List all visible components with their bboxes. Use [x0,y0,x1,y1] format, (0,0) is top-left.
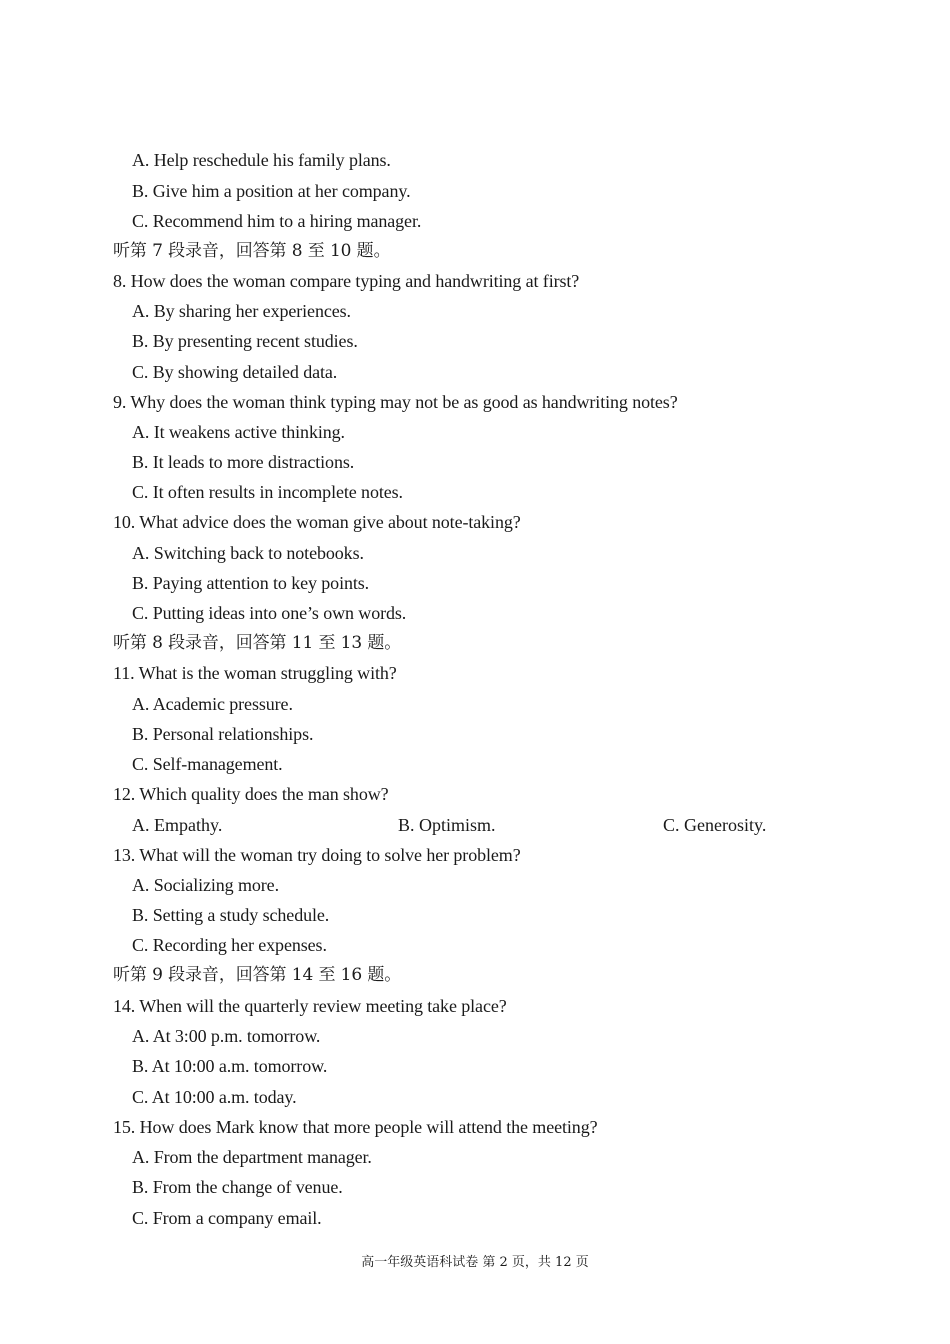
option-10b: B. Paying attention to key points. [132,573,370,593]
option-12a: A. Empathy. [132,815,223,835]
option-9c: C. It often results in incomplete notes. [132,482,403,502]
option-15b: B. From the change of venue. [132,1177,343,1197]
section-header-9: 听第 9 段录音，回答第 14 至 16 题。 [113,965,402,985]
option-7a: A. Help reschedule his family plans. [132,150,391,170]
section-header-7: 听第 7 段录音，回答第 8 至 10 题。 [113,241,391,261]
option-8a: A. By sharing her experiences. [132,301,351,321]
option-13b: B. Setting a study schedule. [132,905,330,925]
option-13c: C. Recording her expenses. [132,935,327,955]
question-10: 10. What advice does the woman give about note-taking? [113,512,521,532]
option-8b: B. By presenting recent studies. [132,331,358,351]
question-14: 14. When will the quarterly review meeting take place? [113,996,507,1016]
option-15a: A. From the department manager. [132,1147,372,1167]
section-header-8: 听第 8 段录音，回答第 11 至 13 题。 [113,633,402,653]
option-12b: B. Optimism. [398,815,496,835]
question-9: 9. Why does the woman think typing may not be as good as handwriting notes? [113,392,678,412]
question-13: 13. What will the woman try doing to solve her problem? [113,845,521,865]
option-8c: C. By showing detailed data. [132,362,338,382]
question-11: 11. What is the woman struggling with? [113,663,397,683]
option-7c: C. Recommend him to a hiring manager. [132,211,422,231]
option-11b: B. Personal relationships. [132,724,314,744]
option-15c: C. From a company email. [132,1208,322,1228]
option-13a: A. Socializing more. [132,875,279,895]
option-11a: A. Academic pressure. [132,694,293,714]
question-15: 15. How does Mark know that more people will attend the meeting? [113,1117,598,1137]
question-12: 12. Which quality does the man show? [113,784,389,804]
option-11c: C. Self-management. [132,754,283,774]
option-14b: B. At 10:00 a.m. tomorrow. [132,1056,328,1076]
option-12c: C. Generosity. [663,815,767,835]
page-footer: 高一年级英语科试卷 第 2 页，共 12 页 [361,1255,589,1270]
question-12-options [0,813,950,837]
option-14a: A. At 3:00 p.m. tomorrow. [132,1026,321,1046]
option-9a: A. It weakens active thinking. [132,422,345,442]
option-14c: C. At 10:00 a.m. today. [132,1087,297,1107]
option-9b: B. It leads to more distractions. [132,452,355,472]
option-10a: A. Switching back to notebooks. [132,543,364,563]
option-7b: B. Give him a position at her company. [132,181,411,201]
option-10c: C. Putting ideas into one’s own words. [132,603,407,623]
question-8: 8. How does the woman compare typing and handwriting at first? [113,271,580,291]
